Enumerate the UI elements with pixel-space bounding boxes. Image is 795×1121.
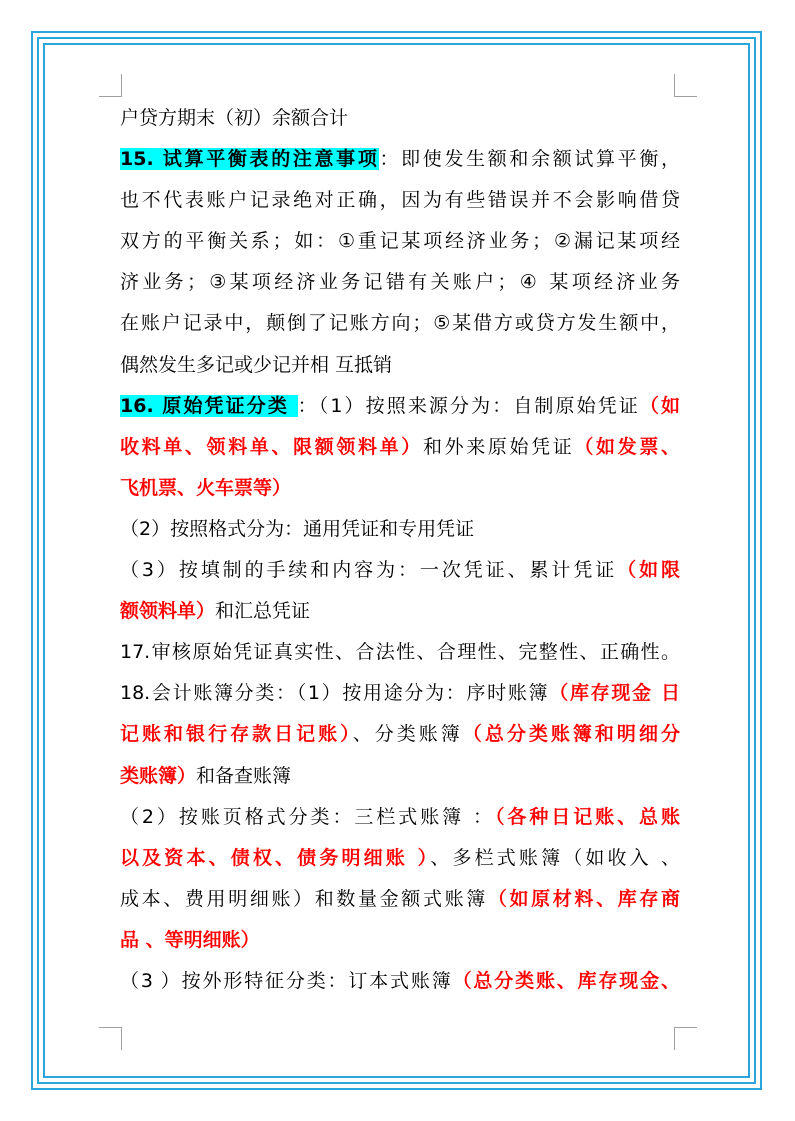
body-text: ：（1）按照来源分为：自制原始凭证 [297,394,640,417]
emphasis-text: 品 、等明细账） [120,928,260,951]
crop-mark-bottom-right [674,1027,697,1050]
emphasis-text: （总分类账簿和明细分 [462,723,680,746]
text-line [120,98,680,139]
emphasis-text: （如 [639,394,681,417]
text-line [120,673,680,714]
body-text: （3）按填制的手续和内容为：一次凭证、累计凭证 [120,559,618,582]
text-line [120,139,680,180]
crop-mark-top-right [674,74,697,97]
text-line [120,961,680,1002]
body-text: 和汇总凭证 [215,600,311,623]
document-body [120,98,680,1002]
body-text: 和备查账簿 [196,764,292,787]
body-text: 、分类账簿 [352,723,463,746]
body-text: 17.审核原始凭证真实性、合法性、合理性、完整性、正确性。 [120,641,680,664]
text-line [120,509,680,550]
body-text: （2）按账页格式分类：三栏式账簿 ： [120,805,495,828]
text-line [120,345,680,386]
emphasis-text: （各种日记账、总账 [494,805,680,828]
crop-mark-top-left [99,74,122,97]
body-text: 双方的平衡关系；如：①重记某项经济业务；②漏记某项经 [120,230,680,253]
text-line [120,303,680,344]
emphasis-text: 收料单、领料单、限额领料单） [120,435,423,458]
body-text: 户贷方期末（初）余额合计 [120,107,349,129]
body-text: 、多栏式账簿（如收入 、 [430,846,680,869]
body-text: 偶然发生多记或少记并相 互抵销 [120,353,393,376]
text-line [120,920,680,961]
body-text: 在账户记录中，颠倒了记账方向；⑤某借方或贷方发生额中， [120,312,680,335]
text-line [120,632,680,673]
text-line [120,180,680,221]
section-heading: 16. 原始凭证分类 [120,394,298,417]
body-text: 和外来原始凭证 [422,435,575,458]
body-text: 18.会计账簿分类：（1）按用途分为：序时账簿 [120,682,550,705]
section-heading: 15. 试算平衡表的注意事项 [120,148,380,171]
emphasis-text: （总分类账、库存现金、 [452,969,680,992]
emphasis-text: 额领料单） [120,600,216,623]
emphasis-text: 记账和银行存款日记账） [120,723,353,746]
emphasis-text: 飞机票、火车票等） [120,476,292,499]
text-line [120,262,680,303]
emphasis-text: （如发票、 [574,435,680,458]
emphasis-text: （库存现金 日 [549,682,680,705]
body-text: 也不代表账户记录绝对正确，因为有些错误并不会影响借贷 [120,189,680,212]
text-line [120,591,680,632]
text-line [120,427,680,468]
body-text: （2）按照格式分为：通用凭证和专用凭证 [120,517,475,540]
body-text: 成本、费用明细账）和数量金额式账簿 [120,887,488,910]
text-line [120,468,680,509]
text-line [120,714,680,755]
crop-mark-bottom-left [99,1027,122,1050]
emphasis-text: 类账簿） [120,764,197,787]
text-line [120,221,680,262]
text-line [120,386,680,427]
text-line [120,879,680,920]
emphasis-text: （如原材料、库存商 [487,887,680,910]
emphasis-text: （如限 [617,559,680,582]
text-line [120,838,680,879]
body-text: 济业务；③某项经济业务记错有关账户；④ 某项经济业务 [120,271,680,294]
emphasis-text: 以及资本、债权、债务明细账 ） [120,846,431,869]
body-text: （3 ）按外形特征分类：订本式账簿 [120,969,453,992]
text-line [120,550,680,591]
text-line [120,797,680,838]
body-text: ：即使发生额和余额试算平衡， [379,148,680,171]
text-line [120,756,680,797]
